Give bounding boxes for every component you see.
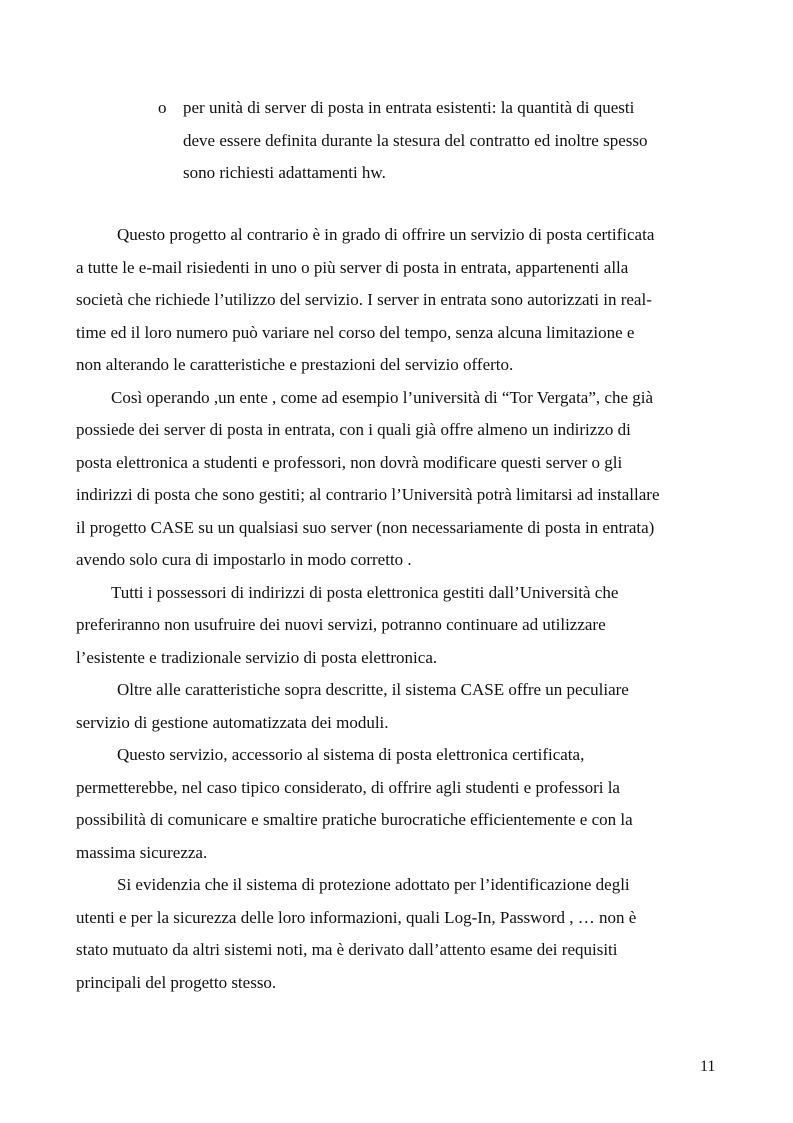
page-number: 11 <box>700 1058 716 1075</box>
paragraph-line: permetterebbe, nel caso tipico considerato, di offrire agli studenti e professori la <box>76 777 620 797</box>
paragraph-line: indirizzi di posta che sono gestiti; al contrario l’Università potrà limitarsi ad installare <box>76 485 660 504</box>
paragraph-line: Questo progetto al contrario è in grado di offrire un servizio di posta certificata <box>117 225 655 244</box>
bullet-marker: o <box>158 98 167 117</box>
paragraph-line: Tutti i possessori di indirizzi di posta elettronica gestiti dall’Università che <box>111 582 619 602</box>
paragraph-line: principali del progetto stesso. <box>76 972 277 992</box>
paragraph-line: il progetto CASE su un qualsiasi suo server (non necessariamente di posta in entrata) <box>76 517 655 537</box>
paragraph-line: Si evidenzia che il sistema di protezione adottato per l’identificazione degli <box>117 875 630 894</box>
paragraph-line: non alterando le caratteristiche e prestazioni del servizio offerto. <box>76 355 514 374</box>
bullet-line: deve essere definita durante la stesura del contratto ed inoltre spesso <box>183 130 648 150</box>
paragraph-line: massima sicurezza. <box>76 842 208 862</box>
paragraph-line: possibilità di comunicare e smaltire pratiche burocratiche efficientemente e con la <box>76 810 633 829</box>
paragraph-line: stato mutuato da altri sistemi noti, ma è derivato dall’attento esame dei requisiti <box>76 940 618 959</box>
paragraph-line: l’esistente e tradizionale servizio di posta elettronica. <box>76 647 438 667</box>
bullet-line: per unità di server di posta in entrata esistenti: la quantità di questi <box>183 98 635 117</box>
paragraph-line: società che richiede l’utilizzo del servizio. I server in entrata sono autorizzati in real- <box>76 290 652 309</box>
paragraph-line: avendo solo cura di impostarlo in modo corretto . <box>76 550 412 569</box>
paragraph-line: preferiranno non usufruire dei nuovi servizi, potranno continuare ad utilizzare <box>76 615 606 634</box>
paragraph-line: Così operando ,un ente , come ad esempio l’università di “Tor Vergata”, che già <box>111 387 654 407</box>
paragraph-line: possiede dei server di posta in entrata, con i quali già offre almeno un indirizzo di <box>76 420 631 439</box>
paragraph-line: utenti e per la sicurezza delle loro informazioni, quali Log-In, Password , … non è <box>76 907 637 927</box>
paragraph-line: Questo servizio, accessorio al sistema di posta elettronica certificata, <box>117 745 585 764</box>
paragraph-line: Oltre alle caratteristiche sopra descritte, il sistema CASE offre un peculiare <box>117 680 629 699</box>
paragraph-line: servizio di gestione automatizzata dei moduli. <box>76 712 389 732</box>
paragraph-line: posta elettronica a studenti e professori, non dovrà modificare questi server o gli <box>76 452 623 472</box>
paragraph-line: a tutte le e-mail risiedenti in uno o più server di posta in entrata, appartenenti alla <box>76 257 629 277</box>
bullet-line: sono richiesti adattamenti hw. <box>183 163 386 182</box>
paragraph-line: time ed il loro numero può variare nel corso del tempo, senza alcuna limitazione e <box>76 322 635 342</box>
